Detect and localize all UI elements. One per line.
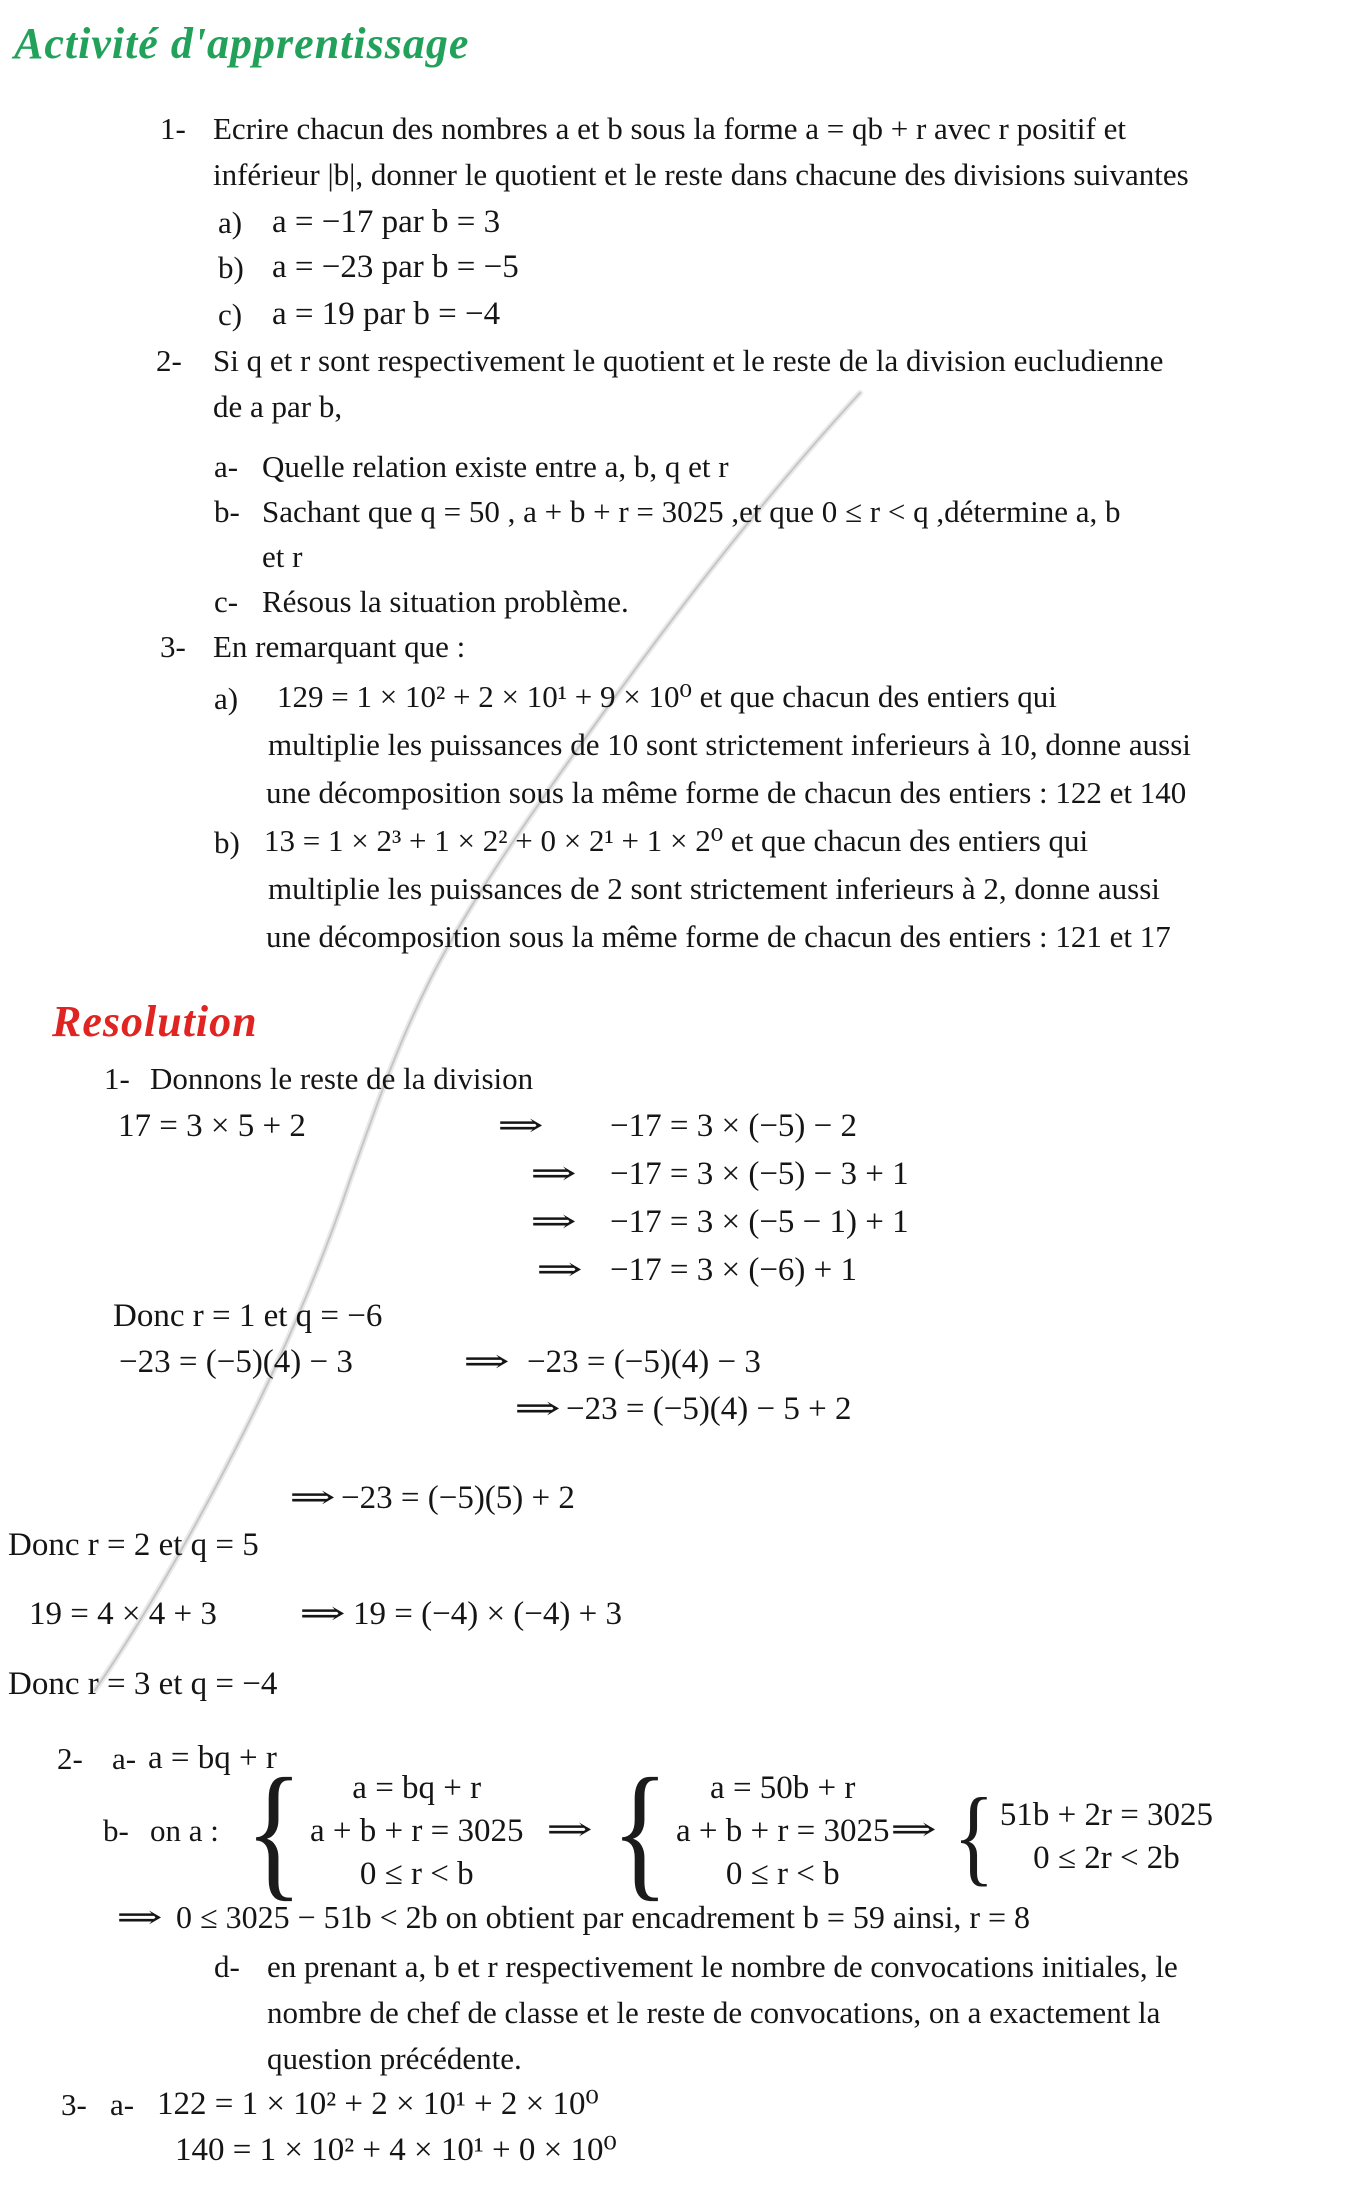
system-2-row-1: a = 50b + r <box>710 1770 856 1806</box>
r2-item-a-text: a = bq + r <box>148 1740 277 1776</box>
q2-item-c-label: c- <box>214 584 239 619</box>
system-1-row-3: 0 ≤ r < b <box>359 1856 474 1892</box>
system-2-row-2: a + b + r = 3025 <box>676 1813 890 1849</box>
q2-item-b-label: b- <box>214 494 240 529</box>
r3-item-a-label: a- <box>110 2087 135 2122</box>
system-1 <box>238 1748 524 1914</box>
system-2-row-3: 0 ≤ r < b <box>725 1856 840 1892</box>
q2-item-a-line-1: Quelle relation existe entre a, b, q et r <box>262 449 729 484</box>
r1-conclusion-1: Donc r = 1 et q = −6 <box>113 1298 383 1334</box>
q2-item-a-label: a- <box>214 449 239 484</box>
r3-number: 3- <box>61 2087 87 2122</box>
r2-number: 2- <box>57 1741 83 1776</box>
r1-conclusion-2: Donc r = 2 et q = 5 <box>8 1527 259 1563</box>
r2-item-d-line-3: question précédente. <box>267 2041 522 2076</box>
r1-chain2-left: −23 = (−5)(4) − 3 <box>119 1344 353 1380</box>
q2-item-c-line-1: Résous la situation problème. <box>262 584 629 619</box>
q2-item-b-line-1: Sachant que q = 50 , a + b + r = 3025 ,et que 0 ≤ r < q ,détermine a, b <box>262 494 1121 529</box>
q2-number: 2- <box>156 343 182 378</box>
q1-item-c-text: a = 19 par b = −4 <box>272 296 501 332</box>
q1-number: 1- <box>160 111 186 146</box>
q1-item-a-text: a = −17 par b = 3 <box>272 204 501 240</box>
q2-line-2: de a par b, <box>213 389 343 424</box>
left-brace: { <box>611 1748 669 1914</box>
q1-item-c-label: c) <box>218 297 243 332</box>
q1-item-a-label: a) <box>218 205 243 240</box>
r1-chain1-step-3: −17 = 3 × (−5 − 1) + 1 <box>610 1204 909 1240</box>
r3-eq-1: 122 = 1 × 10² + 2 × 10¹ + 2 × 10⁰ <box>157 2086 599 2122</box>
implies-arrow: ⇒ <box>890 1812 938 1848</box>
system-3 <box>948 1777 1214 1896</box>
implies-arrow: ⇒ <box>514 1391 562 1427</box>
implies-arrow: ⇒ <box>497 1108 545 1144</box>
implies-arrow: ⇒ <box>530 1156 578 1192</box>
r2-item-a-label: a- <box>112 1741 137 1776</box>
r1-number: 1- <box>104 1061 130 1096</box>
r2-item-b-intro: on a : <box>150 1813 219 1848</box>
q3-item-a-line-1: 129 = 1 × 10² + 2 × 10¹ + 9 × 10⁰ et que chacun des entiers qui <box>277 679 1057 714</box>
implies-arrow: ⇒ <box>116 1900 164 1936</box>
q3-item-b-line-1: 13 = 1 × 2³ + 1 × 2² + 0 × 2¹ + 1 × 2⁰ et que chacun des entiers qui <box>264 823 1089 858</box>
q1-item-b-text: a = −23 par b = −5 <box>272 249 519 285</box>
implies-arrow: ⇒ <box>530 1204 578 1240</box>
q3-item-a-line-3: une décomposition sous la même forme de chacun des entiers : 122 et 140 <box>266 775 1187 810</box>
q3-item-a-label: a) <box>214 681 239 716</box>
implies-arrow: ⇒ <box>546 1812 594 1848</box>
q1-item-b-label: b) <box>218 250 244 285</box>
q3-item-b-label: b) <box>214 825 240 860</box>
left-brace: { <box>245 1748 303 1914</box>
r1-chain3-step-1: 19 = (−4) × (−4) + 3 <box>353 1596 623 1632</box>
r1-chain1-left: 17 = 3 × 5 + 2 <box>118 1108 306 1144</box>
r1-chain3-left: 19 = 4 × 4 + 3 <box>29 1596 217 1632</box>
r2-item-d-line-2: nombre de chef de classe et le reste de convocations, on a exactement la <box>267 1995 1161 2030</box>
q3-item-b-line-3: une décomposition sous la même forme de chacun des entiers : 121 et 17 <box>266 919 1171 954</box>
resolution-heading: Resolution <box>52 997 258 1046</box>
q1-line-1: Ecrire chacun des nombres a et b sous la forme a = qb + r avec r positif et <box>213 111 1126 146</box>
system-1-row-1: a = bq + r <box>352 1770 482 1806</box>
q2-item-b-line-2: et r <box>262 539 303 574</box>
r1-conclusion-3: Donc r = 3 et q = −4 <box>8 1666 278 1702</box>
r1-chain1-step-2: −17 = 3 × (−5) − 3 + 1 <box>610 1156 909 1192</box>
r2-item-b-label: b- <box>103 1813 129 1848</box>
implies-arrow: ⇒ <box>299 1596 347 1632</box>
left-brace: { <box>953 1777 995 1896</box>
q3-intro: En remarquant que : <box>213 629 466 664</box>
q3-item-a-line-2: multiplie les puissances de 10 sont strictement inferieurs à 10, donne aussi <box>268 727 1191 762</box>
activity-heading: Activité d'apprentissage <box>14 19 470 68</box>
r3-eq-2: 140 = 1 × 10² + 4 × 10¹ + 0 × 10⁰ <box>175 2132 617 2168</box>
q2-line-1: Si q et r sont respectivement le quotient et le reste de la division eucludienne <box>213 343 1164 378</box>
system-3-row-2: 0 ≤ 2r < 2b <box>1033 1839 1180 1876</box>
implies-arrow: ⇒ <box>289 1480 337 1516</box>
r1-chain2-step-3: −23 = (−5)(5) + 2 <box>341 1480 575 1516</box>
implies-arrow: ⇒ <box>463 1344 511 1380</box>
system-3-row-1: 51b + 2r = 3025 <box>999 1796 1214 1833</box>
q3-number: 3- <box>160 629 186 664</box>
system-2 <box>604 1748 890 1914</box>
r2-item-d-label: d- <box>214 1949 240 1984</box>
r1-chain1-step-1: −17 = 3 × (−5) − 2 <box>610 1108 858 1144</box>
r2-item-d-line-1: en prenant a, b et r respectivement le nombre de convocations initiales, le <box>267 1949 1178 1984</box>
r1-chain1-step-4: −17 = 3 × (−6) + 1 <box>610 1252 858 1288</box>
implies-arrow: ⇒ <box>536 1252 584 1288</box>
q3-item-b-line-2: multiplie les puissances de 2 sont strictement inferieurs à 2, donne aussi <box>268 871 1160 906</box>
r2-deduction: 0 ≤ 3025 − 51b < 2b on obtient par encadrement b = 59 ainsi, r = 8 <box>176 1899 1031 1935</box>
r1-chain2-step-2: −23 = (−5)(4) − 5 + 2 <box>566 1391 852 1427</box>
r1-chain2-step-1: −23 = (−5)(4) − 3 <box>527 1344 761 1380</box>
system-1-row-2: a + b + r = 3025 <box>310 1813 524 1849</box>
r1-intro: Donnons le reste de la division <box>150 1061 534 1096</box>
q1-line-2: inférieur |b|, donner le quotient et le reste dans chacune des divisions suivantes <box>213 157 1189 192</box>
